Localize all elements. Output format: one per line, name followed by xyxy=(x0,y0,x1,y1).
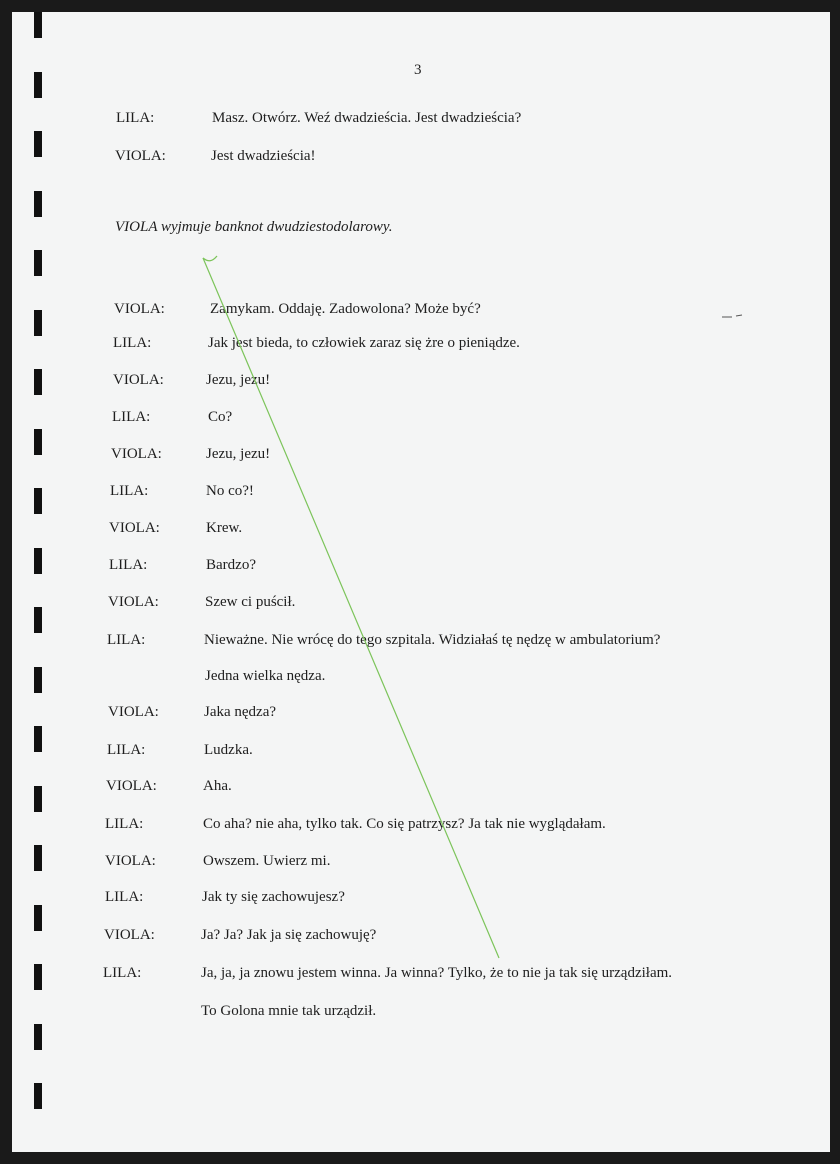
dialogue-line: Ja, ja, ja znowu jestem winna. Ja winna? Tylko, że to nie ja tak się urządziłam. xyxy=(201,965,673,981)
dialogue-line: Jak jest bieda, to człowiek zaraz się żre o pieniądze. xyxy=(208,335,520,351)
page-number: 3 xyxy=(414,62,422,78)
dialogue-line: Krew. xyxy=(206,520,243,536)
speaker-name: VIOLA: xyxy=(104,927,155,943)
speaker-name: VIOLA: xyxy=(109,520,160,536)
dialogue-line: Zamykam. Oddaję. Zadowolona? Może być? xyxy=(210,301,481,317)
green-pen-mark xyxy=(12,12,830,1152)
dialogue-line: Nieważne. Nie wrócę do tego szpitala. Widziałaś tę nędzę w ambulatorium? xyxy=(204,632,661,648)
speaker-name: LILA: xyxy=(110,483,149,499)
dialogue-line: Aha. xyxy=(203,778,232,794)
speaker-name: LILA: xyxy=(107,742,146,758)
speaker-name: VIOLA: xyxy=(108,704,159,720)
dialogue-line: Jaka nędza? xyxy=(204,704,277,720)
dialogue-line: Jezu, jezu! xyxy=(206,372,271,388)
speaker-name: VIOLA: xyxy=(113,372,164,388)
speaker-name: VIOLA: xyxy=(114,301,165,317)
dialogue-line: Masz. Otwórz. Weź dwadzieścia. Jest dwadzieścia? xyxy=(212,110,522,126)
dialogue-line: To Golona mnie tak urządził. xyxy=(201,1003,377,1019)
speaker-name: VIOLA: xyxy=(115,148,166,164)
dialogue-line: Co? xyxy=(208,409,233,425)
speaker-name: VIOLA: xyxy=(111,446,162,462)
speaker-name: LILA: xyxy=(109,557,148,573)
speaker-name: VIOLA: xyxy=(105,853,156,869)
speaker-name: LILA: xyxy=(116,110,155,126)
dialogue-line: Ja? Ja? Jak ja się zachowuję? xyxy=(201,927,377,943)
dialogue-line: Jedna wielka nędza. xyxy=(205,668,326,684)
dialogue-line: Ludzka. xyxy=(204,742,253,758)
dialogue-line: Jezu, jezu! xyxy=(206,446,271,462)
stage-direction: VIOLA wyjmuje banknot dwudziestodolarowy. xyxy=(115,219,393,235)
dialogue-line: Bardzo? xyxy=(206,557,256,573)
speaker-name: LILA: xyxy=(105,889,144,905)
speaker-name: VIOLA: xyxy=(108,594,159,610)
speaker-name: LILA: xyxy=(107,632,146,648)
speaker-name: LILA: xyxy=(113,335,152,351)
dialogue-line: Jak ty się zachowujesz? xyxy=(202,889,345,905)
speaker-name: LILA: xyxy=(112,409,151,425)
dialogue-line: Szew ci puścił. xyxy=(205,594,296,610)
dialogue-line: Owszem. Uwierz mi. xyxy=(203,853,331,869)
dialogue-line: No co?! xyxy=(206,483,254,499)
speaker-name: LILA: xyxy=(105,816,144,832)
script-page xyxy=(12,12,830,1152)
dialogue-line: Co aha? nie aha, tylko tak. Co się patrzysz? Ja tak nie wyglądałam. xyxy=(203,816,606,832)
dialogue-line: Jest dwadzieścia! xyxy=(211,148,316,164)
speaker-name: LILA: xyxy=(103,965,142,981)
speaker-name: VIOLA: xyxy=(106,778,157,794)
